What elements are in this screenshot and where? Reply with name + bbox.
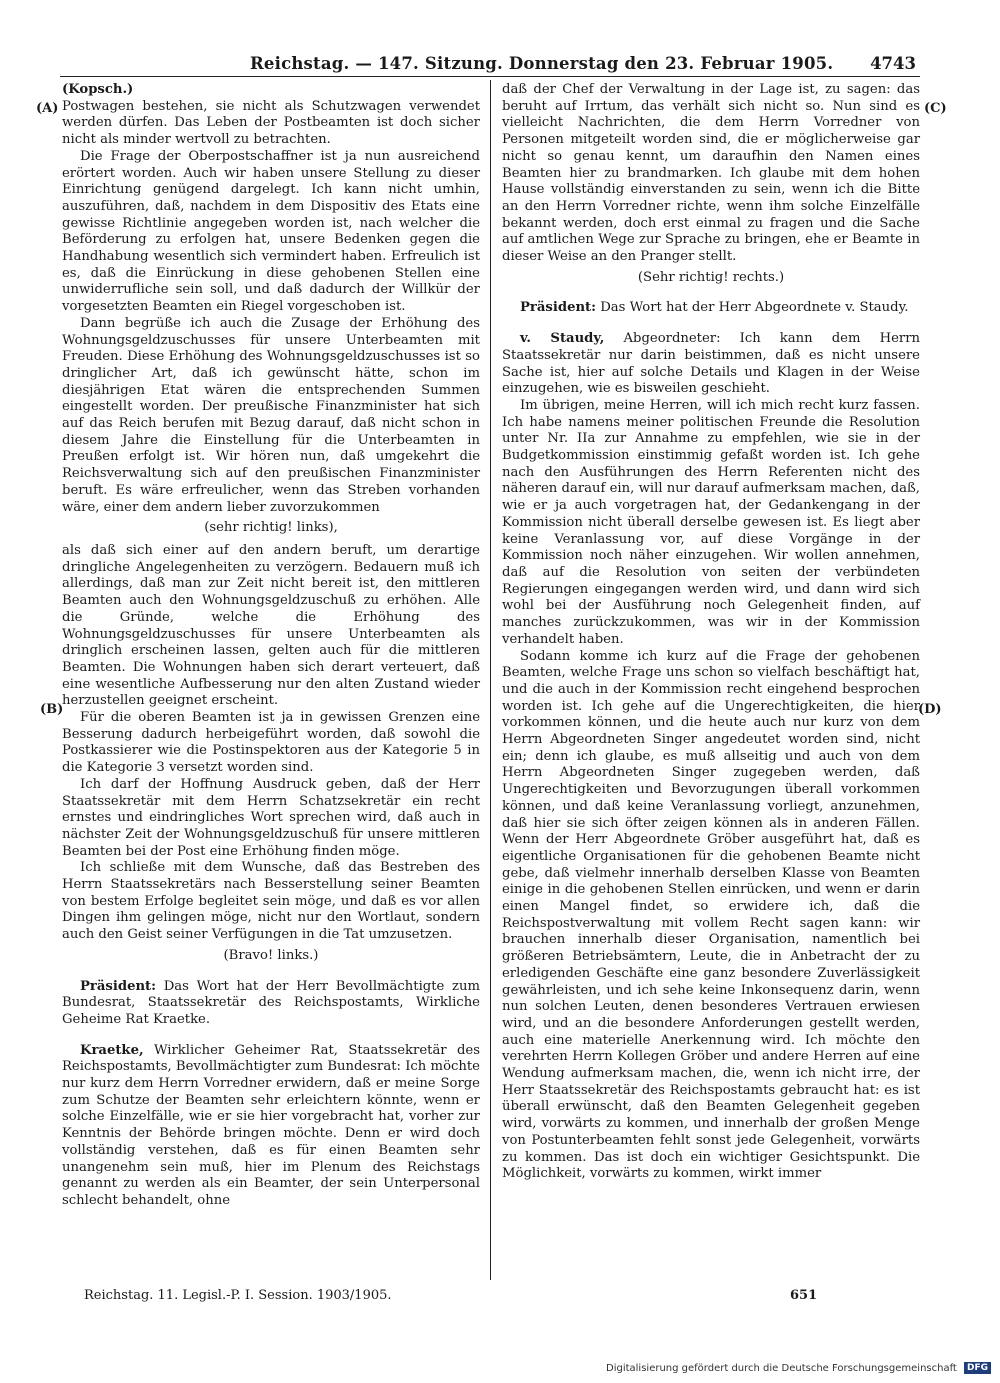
kraetke-statement — [62, 1043, 480, 1210]
page-number: 4743 — [870, 54, 916, 73]
margin-mark-b: (B) — [40, 702, 64, 717]
digitization-credit — [606, 1362, 991, 1374]
paragraph: Die Frage der Oberpostschaffner ist ja nun ausreichend erörtert worden. Auch wir haben unsere Stellung zu dieser Einrichtung genügend dargelegt. Ich kann nicht umhin, auszuführen, daß, nachdem in dem Dispositiv des Etats eine gewisse Richtlinie angegeben worden ist, nach welcher die Beförderung zu erfolgen hat, unsere Bedenken gegen die Handhabung wesentlich sich vermindert haben. Erfreulich ist es, daß die Einrückung in diese gehobenen Stellen eine unwiderrufliche sein soll, und daß dadurch der Willkür der vorgesetzten Beamten ein Riegel vorgeschoben ist. — [62, 148, 480, 315]
president-statement — [62, 979, 480, 1029]
right-column — [502, 82, 920, 1183]
column-divider — [490, 80, 491, 1280]
dfg-logo: DFG — [964, 1362, 991, 1374]
credit-text: Digitalisierung gefördert durch die Deutsche Forschungsgemeinschaft — [606, 1363, 957, 1374]
speaker-label: Präsident: — [520, 300, 597, 316]
speaker-label: Präsident: — [80, 978, 157, 994]
paragraph: als daß sich einer auf den andern beruft, um derartige dringliche Angelegenheiten zu verzögern. Bedauern muß ich allerdings, daß man zur Zeit nicht bereit ist, den mittleren Beamten auch den Wohnungsgeldzuschuß zu erhöhen. Alle die Gründe, welche die Erhöhung des Wohnungsgeldzuschusses für unsere Unterbeamten als dringlich erscheinen lassen, gelten auch für die mittleren Beamten. Die Wohnungen haben sich derart verteuert, daß eine wesentliche Aufbesserung nur den alten Zustand wieder herzustellen geeignet erscheint. — [62, 542, 480, 709]
margin-mark-c: (C) — [924, 101, 947, 116]
speaker-continuation: (Kopsch.) — [62, 82, 134, 97]
running-title: Reichstag. — 147. Sitzung. Donnerstag den 23. Februar 1905. — [250, 54, 834, 73]
left-column — [62, 82, 480, 1210]
paragraph: daß der Chef der Verwaltung in der Lage ist, zu sagen: das beruht auf Irrtum, das verhält sich nicht so. Nun sind es vielleicht Nachrichten, die dem Herrn Vorredner von Personen mitgeteilt worden sind, die er möglicherweise gar nicht so genau kennt, um daraufhin den Namen eines Beamten hier zu brandmarken. Ich glaube mit dem hohen Hause vollständig einverstanden zu sein, wenn ich die Bitte an den Herrn Vorredner richte, wenn ihm solche Einzelfälle bekannt werden, doch erst einmal zu fragen und die Sache auf amtlichen Wege zur Sprache zu bringen, ehe er Beamte in dieser Weise an den Pranger stellt. — [502, 82, 920, 265]
statement-text: Das Wort hat der Herr Abgeordnete v. Staudy. — [600, 300, 909, 316]
margin-mark-d: (D) — [918, 702, 942, 717]
interjection: (Sehr richtig! rechts.) — [637, 269, 785, 285]
paragraph: Ich schließe mit dem Wunsche, daß das Bestreben des Herrn Staatssekretärs nach Besserstellung seiner Beamten von bestem Erfolge begleitet sein möge, und daß es vor allen Dingen ihm gelingen möge, nicht nur den Wortlaut, sondern auch den Geist seiner Verfügungen in die Tat umzusetzen. — [62, 860, 480, 943]
staudy-statement — [502, 331, 920, 398]
president-statement — [502, 300, 920, 317]
interjection: (Bravo! links.) — [223, 947, 319, 963]
margin-mark-a: (A) — [36, 101, 59, 116]
speaker-label: v. Staudy, — [520, 331, 605, 347]
paragraph: Sodann komme ich kurz auf die Frage der gehobenen Beamten, welche Frage uns schon so vielfach beschäftigt hat, und die auch in der Kommission recht eingehend besprochen worden ist. Ich gehe auf die Ungerechtigkeiten, die hier vorkommen können, und die heute auch nur kurz von dem Herrn Abgeordneten Singer angedeutet worden sind, nicht ein; denn ich glaube, es muß allseitig und auch von dem Herrn Abgeordneten Singer zugegeben werden, daß Ungerechtigkeiten und Bevorzugungen überall vorkommen können, und daß keine Veranlassung vorliegt, anzunehmen, daß hier sie sich öfter zeigen können als in anderen Fällen. Wenn der Herr Abgeordnete Gröber ausgeführt hat, daß es eigentliche Organisationen für die gehobenen Beamte nicht gebe, daß vielmehr innerhalb derselben Klasse von Beamten einige in die gehobenen Stellen einrücken, und wenn er darin einen Mangel findet, so erwidere ich, daß die Reichspostverwaltung mit vollem Recht sagen kann: wir brauchen innerhalb dieser Organisation, namentlich bei größeren Betriebsämtern, Leute, die in Anbetracht der zu erledigenden Geschäfte eine ganz besondere Zuverlässigkeit gewährleisten, und ich sehe keine Inkonsequenz darin, wenn nun solchen Leuten, denen besonderes Vertrauen erwiesen wird, und an die besondere Anforderungen gestellt werden, auch eine materielle Anerkennung wird. Ich möchte den verehrten Herrn Kollegen Gröber und andere Herren auf eine Wendung aufmerksam machen, die, wenn ich nicht irre, der Herr Staatssekretär des Reichspostamts gebraucht hat: es ist überall erwünscht, daß den Beamten Gelegenheit gegeben wird, vorwärts zu kommen, und innerhalb der großen Menge von Postunterbeamten fehlt sonst jede Gelegenheit, vorwärts zu kommen. Das ist doch ein wichtiger Gesichtspunkt. Die Möglichkeit, vorwärts zu kommen, wirkt immer — [502, 648, 920, 1182]
speaker-label: Kraetke, — [80, 1042, 144, 1058]
paragraph: Für die oberen Beamten ist ja in gewissen Grenzen eine Besserung dadurch herbeigeführt worden, daß sowohl die Postkassierer wie die Postinspektoren aus der Kategorie 5 in die Kategorie 3 versetzt worden sind. — [62, 710, 480, 776]
interjection: (sehr richtig! links), — [204, 520, 338, 536]
footer-sheet-number: 651 — [790, 1288, 818, 1303]
page-header — [60, 50, 920, 77]
statement-text: Wirklicher Geheimer Rat, Staatssekretär des Reichspostamts, Bevollmächtigter zum Bundesrat: Ich möchte nur kurz dem Herrn Vorredner erwidern, daß er meine Sorge zum Schutze der Beamten sehr erleichtern könnte, wenn er solche Einzelfälle, wie er sie hier vorgebracht hat, vorher zur Kenntnis der Behörde bringen möchte. Denn er wird doch vollständig verstehen, daß es für einen Beamten sehr unangenehm sein muß, hier im Plenum des Reichstags genannt zu werden als ein Beamter, der sein Unterpersonal schlecht behandelt, ohne — [62, 1042, 480, 1208]
statement-text: Abgeordneter: Ich kann dem Herrn Staatssekretär nur darin beistimmen, daß es nicht unsere Sache ist, hier auf solche Details und Klagen in der Weise einzugehen, wie es bisweilen geschieht. — [502, 331, 920, 397]
paragraph: Ich darf der Hoffnung Ausdruck geben, daß der Herr Staatssekretär mit dem Herrn Schatzsekretär ein recht ernstes und eindringliches Wort sprechen wird, daß auch in nächster Zeit der Wohnungsgeldzuschuß für unsere mittleren Beamten bei der Post eine Erhöhung finden möge. — [62, 776, 480, 859]
paragraph: Postwagen bestehen, sie nicht als Schutzwagen verwendet werden dürfen. Das Leben der Postbeamten ist doch sicher nicht als minder wertvoll zu betrachten. — [62, 98, 480, 148]
footer-session-info: Reichstag. 11. Legisl.-P. I. Session. 1903/1905. — [84, 1288, 392, 1303]
paragraph: Dann begrüße ich auch die Zusage der Erhöhung des Wohnungsgeldzuschusses für unsere Unterbeamten mit Freuden. Diese Erhöhung des Wohnungsgeldzuschusses ist so dringlicher Art, daß ich gewünscht hätte, schon im diesjährigen Etat wären die entsprechenden Summen eingestellt worden. Der preußische Finanzminister hat sich auf das Reich berufen mit Bezug darauf, daß nicht schon in diesem Jahre die Einstellung für die Unterbeamten in Preußen erfolgt ist. Wir hören nun, daß umgekehrt die Reichsverwaltung sich auf den preußischen Finanzminister beruft. Es wäre erfreulicher, wenn das Streben vorhanden wäre, einer dem andern lieber zuvorzukommen — [62, 315, 480, 515]
statement-text: Das Wort hat der Herr Bevollmächtigte zum Bundesrat, Staatssekretär des Reichspostamts, Wirkliche Geheime Rat Kraetke. — [62, 978, 480, 1027]
paragraph: Im übrigen, meine Herren, will ich mich recht kurz fassen. Ich habe namens meiner politischen Freunde die Resolution unter Nr. IIa zur Annahme zu empfehlen, wie sie in der Budgetkommission einstimmig gefaßt worden ist. Ich gehe nach den Ausführungen des Herrn Referenten nicht des näheren darauf ein, will nur darauf aufmerksam machen, daß, wie er ja auch vorgetragen hat, der Gedankengang in der Kommission nicht überall derselbe gewesen ist. Es liegt aber keine Veranlassung vor, auf diese Vorgänge in der Kommission noch näher einzugehen. Wir wollen annehmen, daß auf die Resolution von seiten der verbündeten Regierungen eingegangen werden wird, und dann wird sich wohl bei der Ausführung noch Gelegenheit finden, auf manches zurückzukommen, was wir in der Kommission verhandelt haben. — [502, 397, 920, 647]
